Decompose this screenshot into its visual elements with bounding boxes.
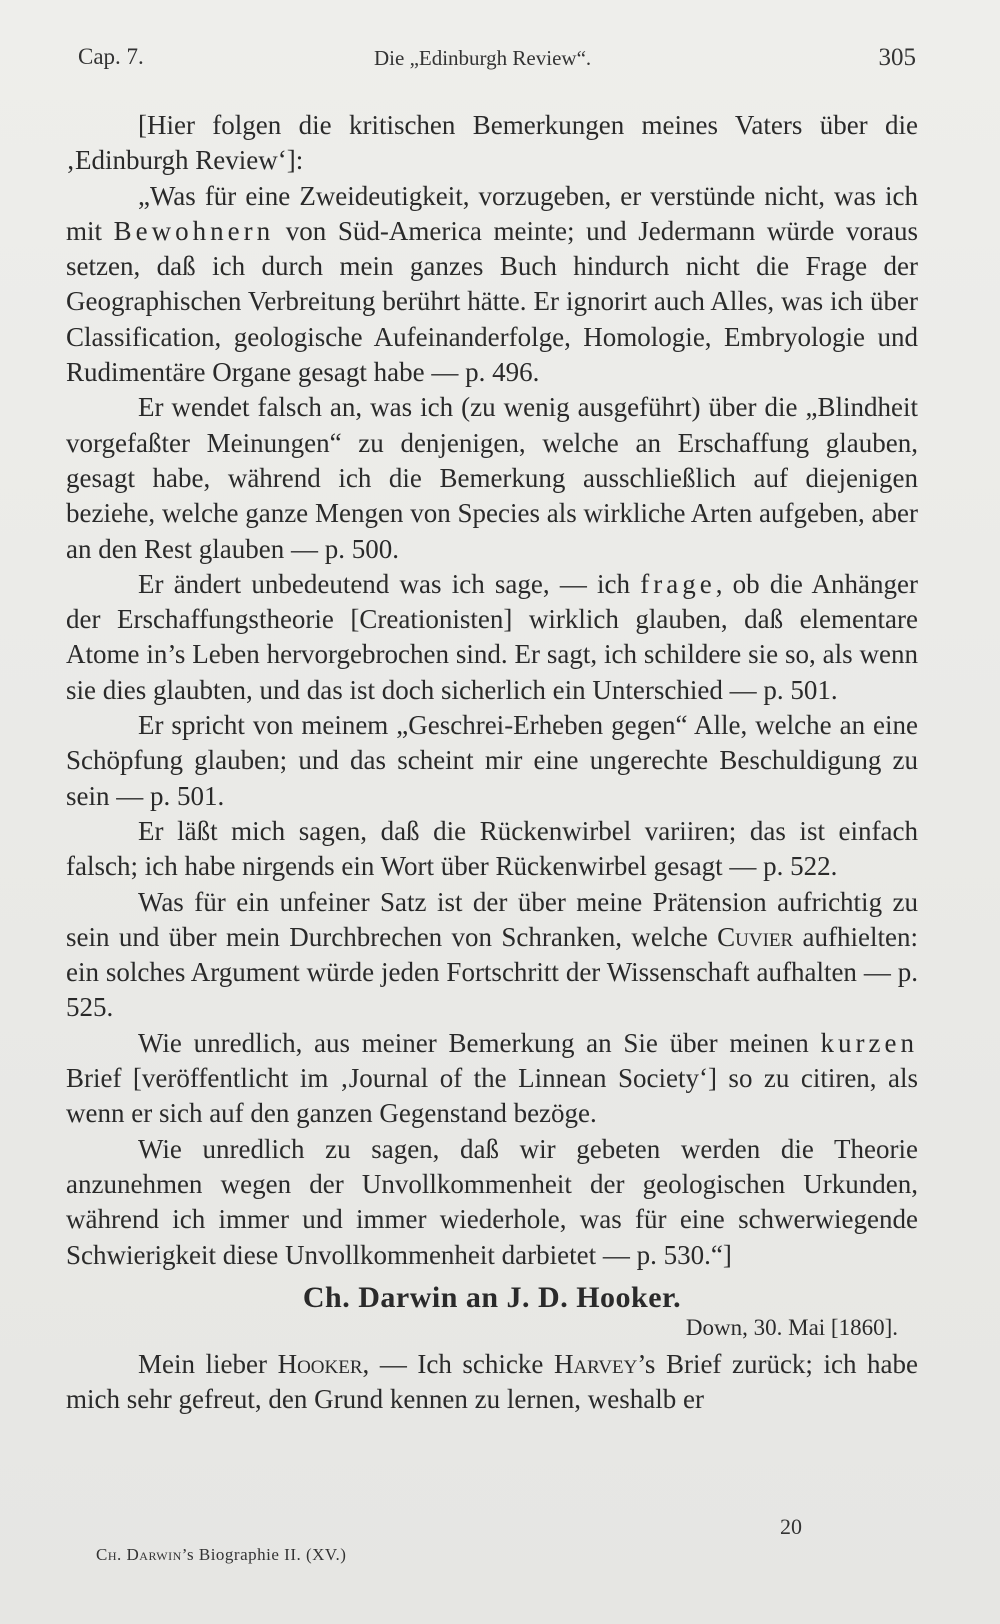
signature-mark: 20 [780,1514,802,1539]
spaced-emphasis: frage [640,568,716,599]
paragraph-3: Er wendet falsch an, was ich (zu wenig ausgeführt) über die „Blindheit vorgefaßter Meinungen“ zu denjenigen, welche an Erschaffung glauben, gesagt habe, während ich die Bemerkung ausschließlich auf diejenigen beziehe, welche ganze Mengen von Species als wirkliche Arten aufgeben, aber an den Rest glauben — p. 500. [66,392,918,564]
paragraph-9: Wie unredlich zu sagen, daß wir gebeten werden die Theorie anzunehmen wegen der Unvollkommenheit der geologischen Urkunden, während ich immer und immer wiederhole, was für eine schwerwiegende Schwierigkeit diese Unvollkommenheit darbietet — p. 530.“] [66,1133,918,1270]
page-number: 305 [878,44,916,71]
letter-dateline: Down, 30. Mai [1860]. [685,1314,898,1340]
page-body [66,108,918,1417]
letter-heading: Ch. Darwin an J. D. Hooker. [302,1280,682,1314]
footer-note: Ch. Darwin’s Biographie II. (XV.) [96,1545,347,1564]
paragraph-4: Er ändert unbedeutend was ich sage, — ich frage, ob die Anhänger der Erschaffungstheorie [Creationisten] wirklich glauben, daß elementare Atome in’s Leben hervorgebrochen sind. Er sagt, ich schildere sie so, als wenn sie dies glaubten, und das ist doch sicherlich ein Unterschied — p. 501. [66,568,919,705]
paragraph-6: Er läßt mich sagen, daß die Rückenwirbel variiren; das ist einfach falsch; ich habe nirgends ein Wort über Rückenwirbel gesagt — p. 522. [66,815,918,882]
letter-greeting: Mein lieber Hooker, — Ich schicke Harvey’s Brief zurück; ich habe mich sehr gefreut, den Grund kennen zu lernen, weshalb er [66,1348,918,1415]
paragraph-5: Er spricht von meinem „Geschrei-Erheben gegen“ Alle, welche an eine Schöpfung glauben; und das scheint mir eine ungerechte Beschuldigung zu sein — p. 501. [66,710,918,811]
running-header [78,44,916,78]
paragraph-8: Wie unredlich, aus meiner Bemerkung an Sie über meinen kurzen Brief [veröffentlicht im ‚Journal of the Linnean Society‘] so zu citiren, als wenn er sich auf den ganzen Gegenstand bezöge. [66,1027,918,1129]
small-caps-name: Ch. Darwin [96,1545,182,1564]
paragraph-intro: [Hier folgen die kritischen Bemerkungen meines Vaters über die ‚Edinburgh Review‘]: [66,110,918,176]
spaced-emphasis: kurzen [820,1027,918,1058]
spaced-emphasis: Bewohnern [113,215,275,246]
small-caps-name: Harvey [553,1348,638,1379]
paragraph-7: Was für ein unfeiner Satz ist der über meine Prätension aufrichtig zu sein und über mein Durchbrechen von Schranken, welche Cuvier aufhielten: ein solches Argument würde jeden Fortschritt der Wissenschaft aufhalten — p. 525. [66,886,918,1023]
small-caps-name: Cuvier [717,921,794,952]
chapter-label: Cap. 7. [78,44,144,69]
small-caps-name: Hooker [277,1348,363,1379]
running-title: Die „Edinburgh Review“. [374,46,592,70]
paragraph-2: „Was für eine Zweideutigkeit, vorzugeben, er verstünde nicht, was ich mit Bewohnern von Süd-America meinte; und Jedermann würde voraus setzen, daß ich durch mein ganzes Buch hindurch nicht die Frage der Geographischen Verbreitung berührt hätte. Er ignorirt auch Alles, was ich über Classification, geologische Aufeinanderfolge, Homologie, Embryologie und Rudimentäre Organe gesagt habe — p. 496. [66,180,918,388]
